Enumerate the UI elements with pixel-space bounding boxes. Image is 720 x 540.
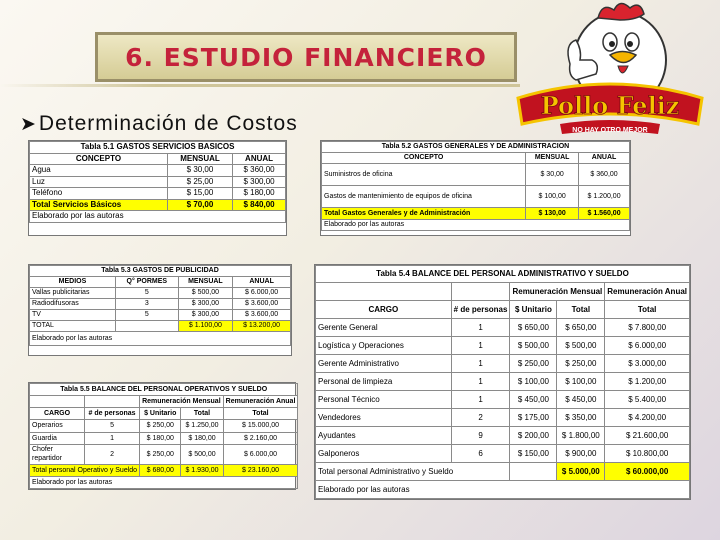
total-row: [30, 464, 298, 476]
cell: Suministros de oficina: [322, 164, 526, 186]
cell: $ 250,00: [557, 355, 605, 373]
cell: $ 180,00: [140, 432, 181, 444]
cell: $ 150,00: [510, 445, 557, 463]
table-row: [322, 186, 630, 208]
cell: $ 300,00: [233, 176, 286, 188]
cell: 2: [85, 444, 140, 464]
cell: $ 250,00: [140, 420, 181, 432]
cell: $ 130,00: [526, 208, 579, 220]
table-row: [30, 420, 298, 432]
cell: Operarios: [30, 420, 85, 432]
logo-tagline-text: NO HAY OTRO MEJOR: [572, 127, 648, 134]
cell: $ 3.600,00: [233, 310, 291, 321]
cell: Personal Técnico: [316, 391, 452, 409]
cell: $ 175,00: [510, 409, 557, 427]
col-header: Total: [605, 301, 690, 319]
table-5-2: [320, 140, 631, 236]
cell: $ 6.000,00: [605, 337, 690, 355]
cell: 1: [451, 355, 510, 373]
group-header: Remuneración Mensual: [510, 283, 605, 301]
col-header: CONCEPTO: [30, 153, 168, 165]
table-row: [316, 355, 690, 373]
slide-title: 6. ESTUDIO FINANCIERO: [125, 42, 487, 72]
cell: $ 250,00: [510, 355, 557, 373]
cell: $ 900,00: [557, 445, 605, 463]
cell: $ 1.100,00: [178, 321, 233, 332]
cell: $ 1.930,00: [181, 464, 223, 476]
col-header: CARGO: [30, 408, 85, 420]
col-header: Q° PORMES: [115, 277, 178, 288]
group-header: Remuneración Anual: [223, 396, 298, 408]
cell: Total Servicios Básicos: [30, 199, 168, 211]
cell: $ 7.800,00: [605, 319, 690, 337]
blank-cell: [316, 283, 452, 301]
cell: 6: [451, 445, 510, 463]
table-row: [30, 299, 291, 310]
cell: Total Gastos Generales y de Administración: [322, 208, 526, 220]
cell: $ 360,00: [233, 165, 286, 177]
table-row: [316, 409, 690, 427]
cell: Logística y Operaciones: [316, 337, 452, 355]
cell: $ 23.160,00: [223, 464, 298, 476]
table-row: [316, 445, 690, 463]
total-row: [322, 208, 630, 220]
cell: $ 3.000,00: [605, 355, 690, 373]
col-header: MENSUAL: [178, 277, 233, 288]
title-banner: [95, 32, 517, 82]
subtitle-text: Determinación de Costos: [38, 112, 298, 135]
cell: $ 180,00: [181, 432, 223, 444]
cell: $ 25,00: [167, 176, 232, 188]
table-row: [30, 188, 286, 200]
cell: $ 250,00: [140, 444, 181, 464]
total-row: [316, 463, 690, 481]
cell: Radiodifusoras: [30, 299, 116, 310]
cell: Gerente General: [316, 319, 452, 337]
cell: $ 100,00: [510, 373, 557, 391]
cell: 1: [451, 337, 510, 355]
table-row: [30, 444, 298, 464]
pollo-feliz-logo: [510, 0, 710, 140]
cell: $ 30,00: [167, 165, 232, 177]
cell: 3: [115, 299, 178, 310]
cell: $ 15,00: [167, 188, 232, 200]
subtitle: [20, 112, 298, 136]
col-header: CONCEPTO: [322, 153, 526, 164]
cell: $ 1.560,00: [579, 208, 630, 220]
blank-cell: [30, 396, 85, 408]
title-underline: [0, 84, 520, 87]
cell: TOTAL: [30, 321, 116, 332]
col-header: $ Unitario: [140, 408, 181, 420]
cell: Chofer repartidor: [30, 444, 85, 464]
cell: 5: [115, 310, 178, 321]
table-5-1: [28, 140, 287, 236]
cell: $ 70,00: [167, 199, 232, 211]
cell: $ 450,00: [557, 391, 605, 409]
cell: Personal de limpieza: [316, 373, 452, 391]
cell: $ 60.000,00: [605, 463, 690, 481]
cell: $ 350,00: [557, 409, 605, 427]
cell: Gastos de mantenimiento de equipos de oficina: [322, 186, 526, 208]
col-header: $ Unitario: [510, 301, 557, 319]
col-header: MENSUAL: [526, 153, 579, 164]
cell: $ 3.600,00: [233, 299, 291, 310]
arrow-bullet-icon: ➤: [20, 114, 37, 135]
cell: $ 10.800,00: [605, 445, 690, 463]
cell: $ 100,00: [557, 373, 605, 391]
total-row: [30, 321, 291, 332]
col-header: Total: [557, 301, 605, 319]
table-caption: Tabla 5.3 GASTOS DE PUBLICIDAD: [30, 266, 291, 277]
cell: 5: [85, 420, 140, 432]
cell: $ 30,00: [526, 164, 579, 186]
table-row: [30, 176, 286, 188]
cell: 2: [451, 409, 510, 427]
cell: $ 450,00: [510, 391, 557, 409]
col-header: Total: [181, 408, 223, 420]
table-row: [322, 164, 630, 186]
col-header: # de personas: [85, 408, 140, 420]
cell: $ 500,00: [510, 337, 557, 355]
logo-brand-text: Pollo Feliz: [540, 91, 680, 120]
blank-cell: [451, 283, 510, 301]
cell: 9: [451, 427, 510, 445]
blank-cell: [85, 396, 140, 408]
cell: $ 13.200,00: [233, 321, 291, 332]
cell: TV: [30, 310, 116, 321]
cell: $ 4.200,00: [605, 409, 690, 427]
cell: $ 6.000,00: [233, 288, 291, 299]
table-row: [316, 337, 690, 355]
cell: $ 100,00: [526, 186, 579, 208]
table-row: [316, 427, 690, 445]
cell: $ 650,00: [557, 319, 605, 337]
cell: Gerente Administrativo: [316, 355, 452, 373]
cell: 5: [115, 288, 178, 299]
group-header: Remuneración Anual: [605, 283, 690, 301]
cell: Teléfono: [30, 188, 168, 200]
cell: $ 21.600,00: [605, 427, 690, 445]
col-header: ANUAL: [233, 153, 286, 165]
table-row: [316, 373, 690, 391]
table-5-4: [314, 264, 691, 500]
cell: $ 1.250,00: [181, 420, 223, 432]
cell: $ 6.000,00: [223, 444, 298, 464]
table-row: [30, 288, 291, 299]
cell: 1: [451, 373, 510, 391]
cell: Vendedores: [316, 409, 452, 427]
cell: Total personal Administrativo y Sueldo: [316, 463, 510, 481]
cell: 1: [451, 391, 510, 409]
table-caption: Tabla 5.1 GASTOS SERVICIOS BASICOS: [30, 142, 286, 154]
table-row: [30, 310, 291, 321]
cell: $ 5.000,00: [557, 463, 605, 481]
table-row: [30, 165, 286, 177]
col-header: Total: [223, 408, 298, 420]
cell: $ 5.400,00: [605, 391, 690, 409]
source-note: Elaborado por las autoras: [30, 211, 286, 223]
table-5-3: [28, 264, 292, 356]
cell: $ 2.160,00: [223, 432, 298, 444]
table-row: [316, 391, 690, 409]
col-header: CARGO: [316, 301, 452, 319]
cell: Vallas publicitarias: [30, 288, 116, 299]
table-5-5: [28, 382, 296, 490]
cell: 1: [85, 432, 140, 444]
cell: Agua: [30, 165, 168, 177]
cell: $ 200,00: [510, 427, 557, 445]
cell: Total personal Operativo y Sueldo: [30, 464, 140, 476]
cell: $ 360,00: [579, 164, 630, 186]
cell: Guardia: [30, 432, 85, 444]
cell: $ 300,00: [178, 310, 233, 321]
table-caption: Tabla 5.2 GASTOS GENERALES Y DE ADMINISTRACION: [322, 142, 630, 153]
source-note: Elaborado por las autoras: [322, 220, 630, 231]
cell: $ 680,00: [140, 464, 181, 476]
table-row: [30, 432, 298, 444]
cell: $ 1.800,00: [557, 427, 605, 445]
cell: [115, 321, 178, 332]
cell: $ 1.200,00: [605, 373, 690, 391]
cell: $ 840,00: [233, 199, 286, 211]
table-caption: Tabla 5.5 BALANCE DEL PERSONAL OPERATIVOS Y SUELDO: [30, 384, 298, 396]
col-header: MENSUAL: [167, 153, 232, 165]
total-row: [30, 199, 286, 211]
source-note: Elaborado por las autoras: [316, 481, 690, 499]
cell: $ 15.000,00: [223, 420, 298, 432]
col-header: ANUAL: [579, 153, 630, 164]
blank-cell: [510, 463, 557, 481]
cell: $ 1.200,00: [579, 186, 630, 208]
cell: $ 500,00: [178, 288, 233, 299]
cell: $ 500,00: [557, 337, 605, 355]
col-header: # de personas: [451, 301, 510, 319]
cell: $ 300,00: [178, 299, 233, 310]
source-note: Elaborado por las autoras: [30, 476, 298, 488]
cell: Ayudantes: [316, 427, 452, 445]
col-header: ANUAL: [233, 277, 291, 288]
source-note: Elaborado por las autoras: [30, 332, 291, 346]
group-header: Remuneración Mensual: [140, 396, 224, 408]
cell: $ 650,00: [510, 319, 557, 337]
cell: Galponeros: [316, 445, 452, 463]
col-header: MEDIOS: [30, 277, 116, 288]
table-caption: Tabla 5.4 BALANCE DEL PERSONAL ADMINISTRATIVO Y SUELDO: [316, 266, 690, 283]
cell: Luz: [30, 176, 168, 188]
cell: $ 180,00: [233, 188, 286, 200]
cell: 1: [451, 319, 510, 337]
table-row: [316, 319, 690, 337]
cell: $ 500,00: [181, 444, 223, 464]
